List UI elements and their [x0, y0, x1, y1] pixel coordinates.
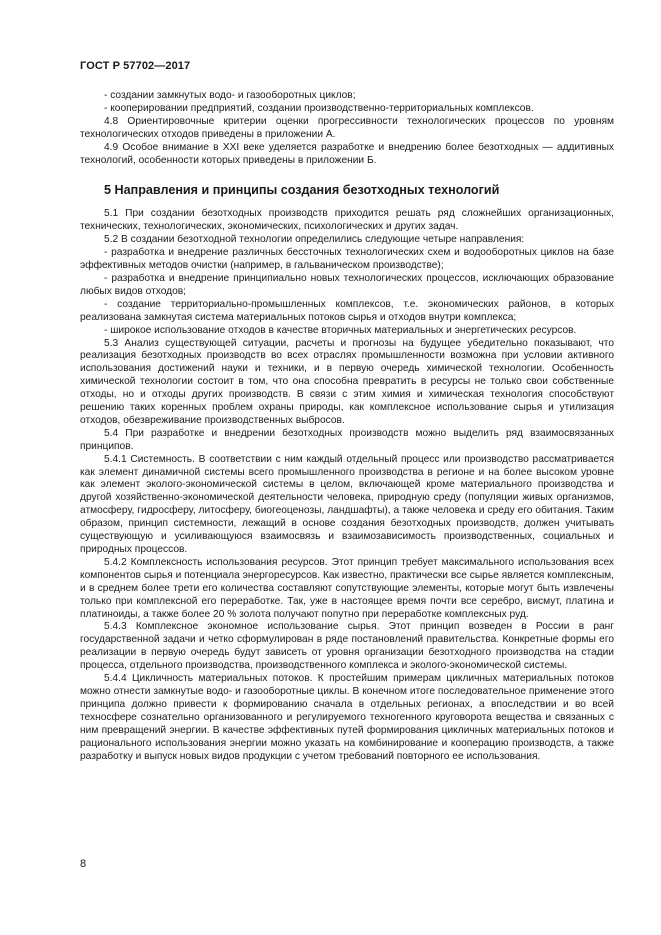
list-item: - создании замкнутых водо- и газооборотных циклов; [104, 90, 356, 101]
paragraph: 5.4.2 Комплексность использования ресурсов. Этот принцип требует максимального использования всех компонентов сырья и потенциала энергоресурсов. Как известно, практически все сырье является комплексным, и в среднем более трети его количества составляют сопутствующие элементы, которые могут быть извлечены только при комплексной его переработке. Так, уже в настоящее время почти все серебро, висмут, платина и платиноиды, а также более 20 % золота получают попутно при переработке комплексных руд. [80, 556, 614, 620]
section-title: 5 Направления и принципы создания безотходных технологий [104, 183, 500, 198]
paragraph: 5.4.3 Комплексное экономное использование сырья. Этот принцип возведен в России в ранг государственной задачи и четко сформулирован в ряде постановлений правительства. Конкретные формы его реализации в первую очередь будут зависеть от уровня организации безотходного производства на стадии процесса, отдельного производства, производственного комплекса и эколого-экономической системы. [80, 621, 614, 672]
paragraph: 4.9 Особое внимание в XXI веке уделяется разработке и внедрению более безотходных — аддитивных технологий, особенности которых приведены в приложении Б. [80, 141, 614, 166]
paragraph: 5.3 Анализ существующей ситуации, расчеты и прогнозы на будущее убедительно показывают, что реализация безотходных производств во всех отраслях промышленности возможна при условии активного использования достижений науки и техники, и в первую очередь химической технологии. Особенность химической технологии состоит в том, что она способна превратить в ресурсы не только свои собственные отходы, но и отходы других производств. В связи с этим химия и химическая технология способствуют решению таких коренных проблем охраны природы, как комплексное использование сырья и утилизация отходов, обезвреживание производственных выбросов. [80, 337, 614, 426]
list-item: - разработка и внедрение принципиально новых технологических процессов, исключающих образование любых видов отходов; [80, 272, 614, 297]
paragraph: 5.4.4 Цикличность материальных потоков. К простейшим примерам цикличных материальных потоков можно отнести замкнутые водо- и газооборотные циклы. В конечном итоге последовательное применение этого принципа должно привести к формированию сначала в отдельных регионах, а впоследствии и во всей техносфере сознательно организованного и регулируемого техногенного круговорота вещества и связанных с ним превращений энергии. В качестве эффективных путей формирования цикличных материальных потоков и рационального использования энергии можно указать на комбинирование и кооперацию производств, а также разработку и выпуск новых видов продукции с учетом требований повторного ее использования. [80, 673, 614, 762]
list-item: - создание территориально-промышленных комплексов, т.е. экономических районов, в которых реализована замкнутая система материальных потоков сырья и отходов внутри комплекса; [80, 298, 614, 323]
paragraph: 4.8 Ориентировочные критерии оценки прогрессивности технологических процессов по уровням технологических отходов приведены в приложении А. [80, 115, 614, 140]
paragraph: 5.4 При разработке и внедрении безотходных производств можно выделить ряд взаимосвязанных принципов. [80, 427, 614, 452]
document-header: ГОСТ Р 57702—2017 [80, 60, 191, 72]
list-item: - кооперировании предприятий, создании производственно-территориальных комплексов. [104, 102, 534, 114]
document-body [80, 90, 614, 763]
page-number: 8 [80, 858, 87, 870]
list-item: - широкое использование отходов в качестве вторичных материальных и энергетических ресурсов. [104, 324, 577, 336]
paragraph: 5.2 В создании безотходной технологии определились следующие четыре направления: [104, 234, 525, 246]
paragraph: 5.4.1 Системность. В соответствии с ним каждый отдельный процесс или производство рассматривается как элемент динамичной системы всего промышленного производства в регионе и на более высоком уровне как элемент эколого-экономической системы в целом, включающей кроме материального производства и другой хозяйственно-экономической деятельности человека, природную среду (популяции живых организмов, атмосферу, гидросферу, литосферу, биогеоценозы, ландшафты), а также человека и среду его обитания. Таким образом, принцип системности, лежащий в основе создания безотходных производств, должен учитывать существующую и усиливающуюся взаимосвязь и взаимозависимость производственных, социальных и природных процессов. [80, 453, 614, 555]
paragraph: 5.1 При создании безотходных производств приходится решать ряд сложнейших организационных, технических, технологических, экономических, психологических и других задач. [80, 208, 614, 233]
list-item: - разработка и внедрение различных бессточных технологических схем и водооборотных циклов на базе эффективных методов очистки (например, в гальваническом производстве); [80, 247, 614, 272]
